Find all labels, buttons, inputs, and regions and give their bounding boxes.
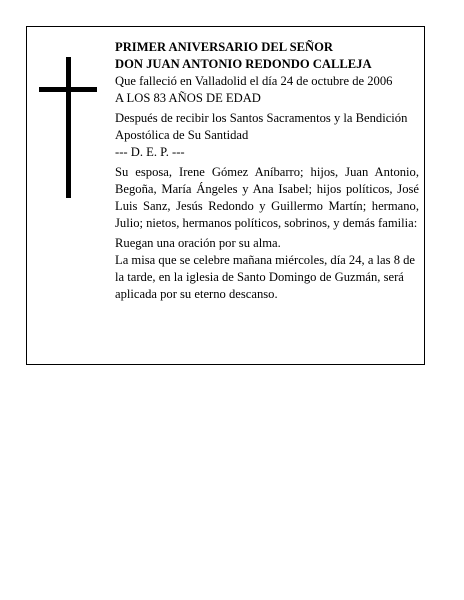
age-line: A LOS 83 AÑOS DE EDAD (115, 91, 261, 105)
cross-horizontal-bar (39, 87, 97, 92)
death-line: Que falleció en Valladolid el día 24 de octubre de 2006 (115, 74, 393, 88)
mass-text: La misa que se celebre mañana miércoles, día 24, a las 8 de la tarde, en la iglesia de Santo Domingo de Guzmán, será aplicada por su eterno descanso. (115, 253, 416, 301)
obituary-notice (26, 26, 425, 365)
prayer-text: Ruegan una oración por su alma. (115, 236, 281, 250)
cross-vertical-bar (66, 57, 71, 198)
heading-line-2: DON JUAN ANTONIO REDONDO CALLEJA (115, 57, 372, 71)
family-text: Su esposa, Irene Gómez Aníbarro; hijos, Juan Antonio, Begoña, María Ángeles y Ana Isabel; hijos políticos, José Luis Sanz, Jesús Redondo y Guillermo Martín; hermano, Julio; nietos, hermanos políticos, sobrinos, y demás familia: (115, 165, 419, 230)
notice-text (115, 39, 419, 303)
sacraments-text: Después de recibir los Santos Sacramentos y la Bendición Apostólica de Su Santidad (115, 111, 408, 142)
rip-text: --- D. E. P. --- (115, 145, 185, 159)
heading-line-1: PRIMER ANIVERSARIO DEL SEÑOR (115, 40, 333, 54)
